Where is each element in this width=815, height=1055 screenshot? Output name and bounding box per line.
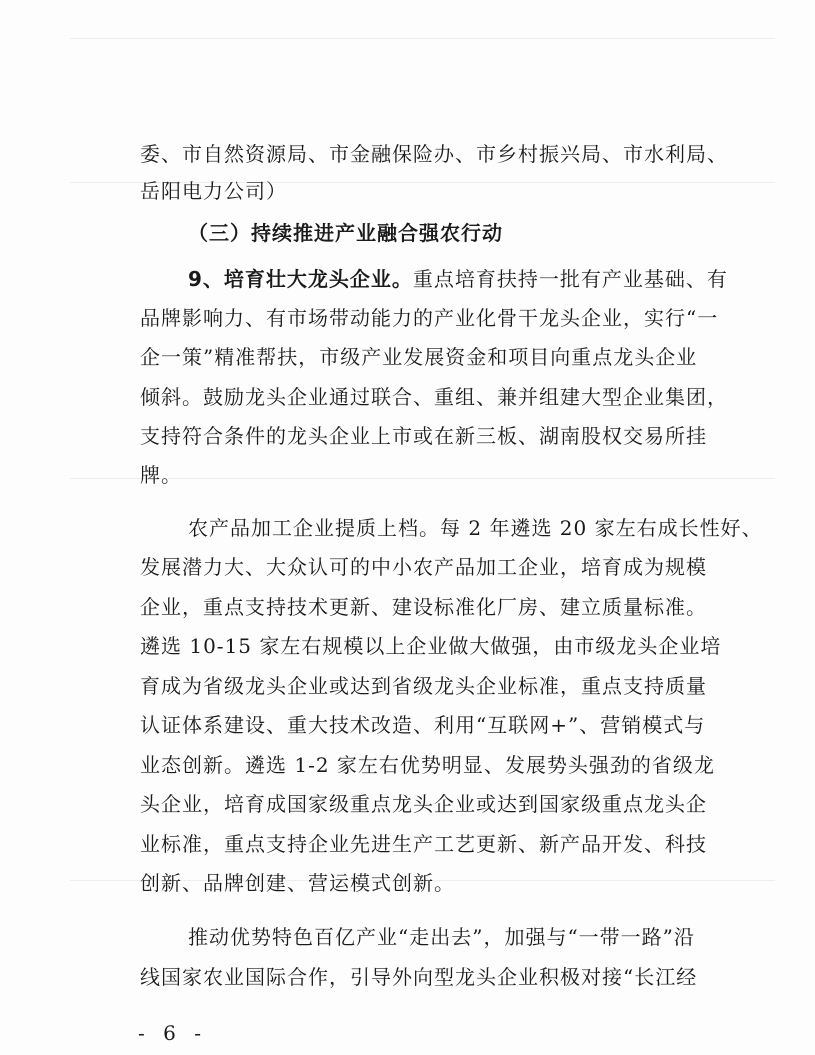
body-text-line: 认证体系建设、重大技术改造、利用“互联网+”、营销模式与 [140, 713, 706, 737]
body-text-line: 支持符合条件的龙头企业上市或在新三板、湖南股权交易所挂 [140, 424, 707, 448]
paragraph-first-line: 农产品加工企业提质上档。每 2 年遴选 20 家左右成长性好、 [188, 516, 763, 540]
body-text-line: 育成为省级龙头企业或达到省级龙头企业标准，重点支持质量 [140, 674, 707, 698]
paragraph-first-line: 推动优势特色百亿产业“走出去”，加强与“一带一路”沿 [188, 925, 695, 949]
body-text: 重点培育扶持一批有产业基础、有 [412, 267, 728, 291]
body-text-line: 委、市自然资源局、市金融保险办、市乡村振兴局、市水利局、 [140, 142, 728, 166]
page-number: - 6 - [138, 1021, 207, 1045]
body-text-line: 线国家农业国际合作，引导外向型龙头企业积极对接“长江经 [140, 965, 698, 989]
paragraph-first-line [188, 268, 728, 290]
body-text-line: 业态创新。遴选 1-2 家左右优势明显、发展势头强劲的省级龙 [140, 753, 715, 777]
body-text-line: 岳阳电力公司） [140, 179, 287, 203]
body-text-line: 业标准，重点支持企业先进生产工艺更新、新产品开发、科技 [140, 832, 707, 856]
section-heading: （三）持续推进产业融合强农行动 [188, 221, 503, 245]
body-text-line: 倾斜。鼓励龙头企业通过联合、重组、兼并组建大型企业集团， [140, 385, 728, 409]
body-text-line: 遴选 10-15 家左右规模以上企业做大做强，由市级龙头企业培 [140, 634, 722, 658]
scan-artifact-line [70, 38, 775, 39]
body-text-line: 发展潜力大、大众认可的中小农产品加工企业，培育成为规模 [140, 555, 707, 579]
body-text-line: 牌。 [140, 463, 182, 487]
body-text-line: 创新、品牌创建、营运模式创新。 [140, 871, 455, 895]
subsection-title: 9、培育壮大龙头企业。 [188, 267, 413, 291]
body-text-line: 品牌影响力、有市场带动能力的产业化骨干龙头企业，实行“一 [140, 306, 719, 330]
body-text-line: 企业，重点支持技术更新、建设标准化厂房、建立质量标准。 [140, 595, 707, 619]
body-text-line: 头企业，培育成国家级重点龙头企业或达到国家级重点龙头企 [140, 792, 707, 816]
body-text-line: 企一策”精准帮扶，市级产业发展资金和项目向重点龙头企业 [140, 345, 698, 369]
